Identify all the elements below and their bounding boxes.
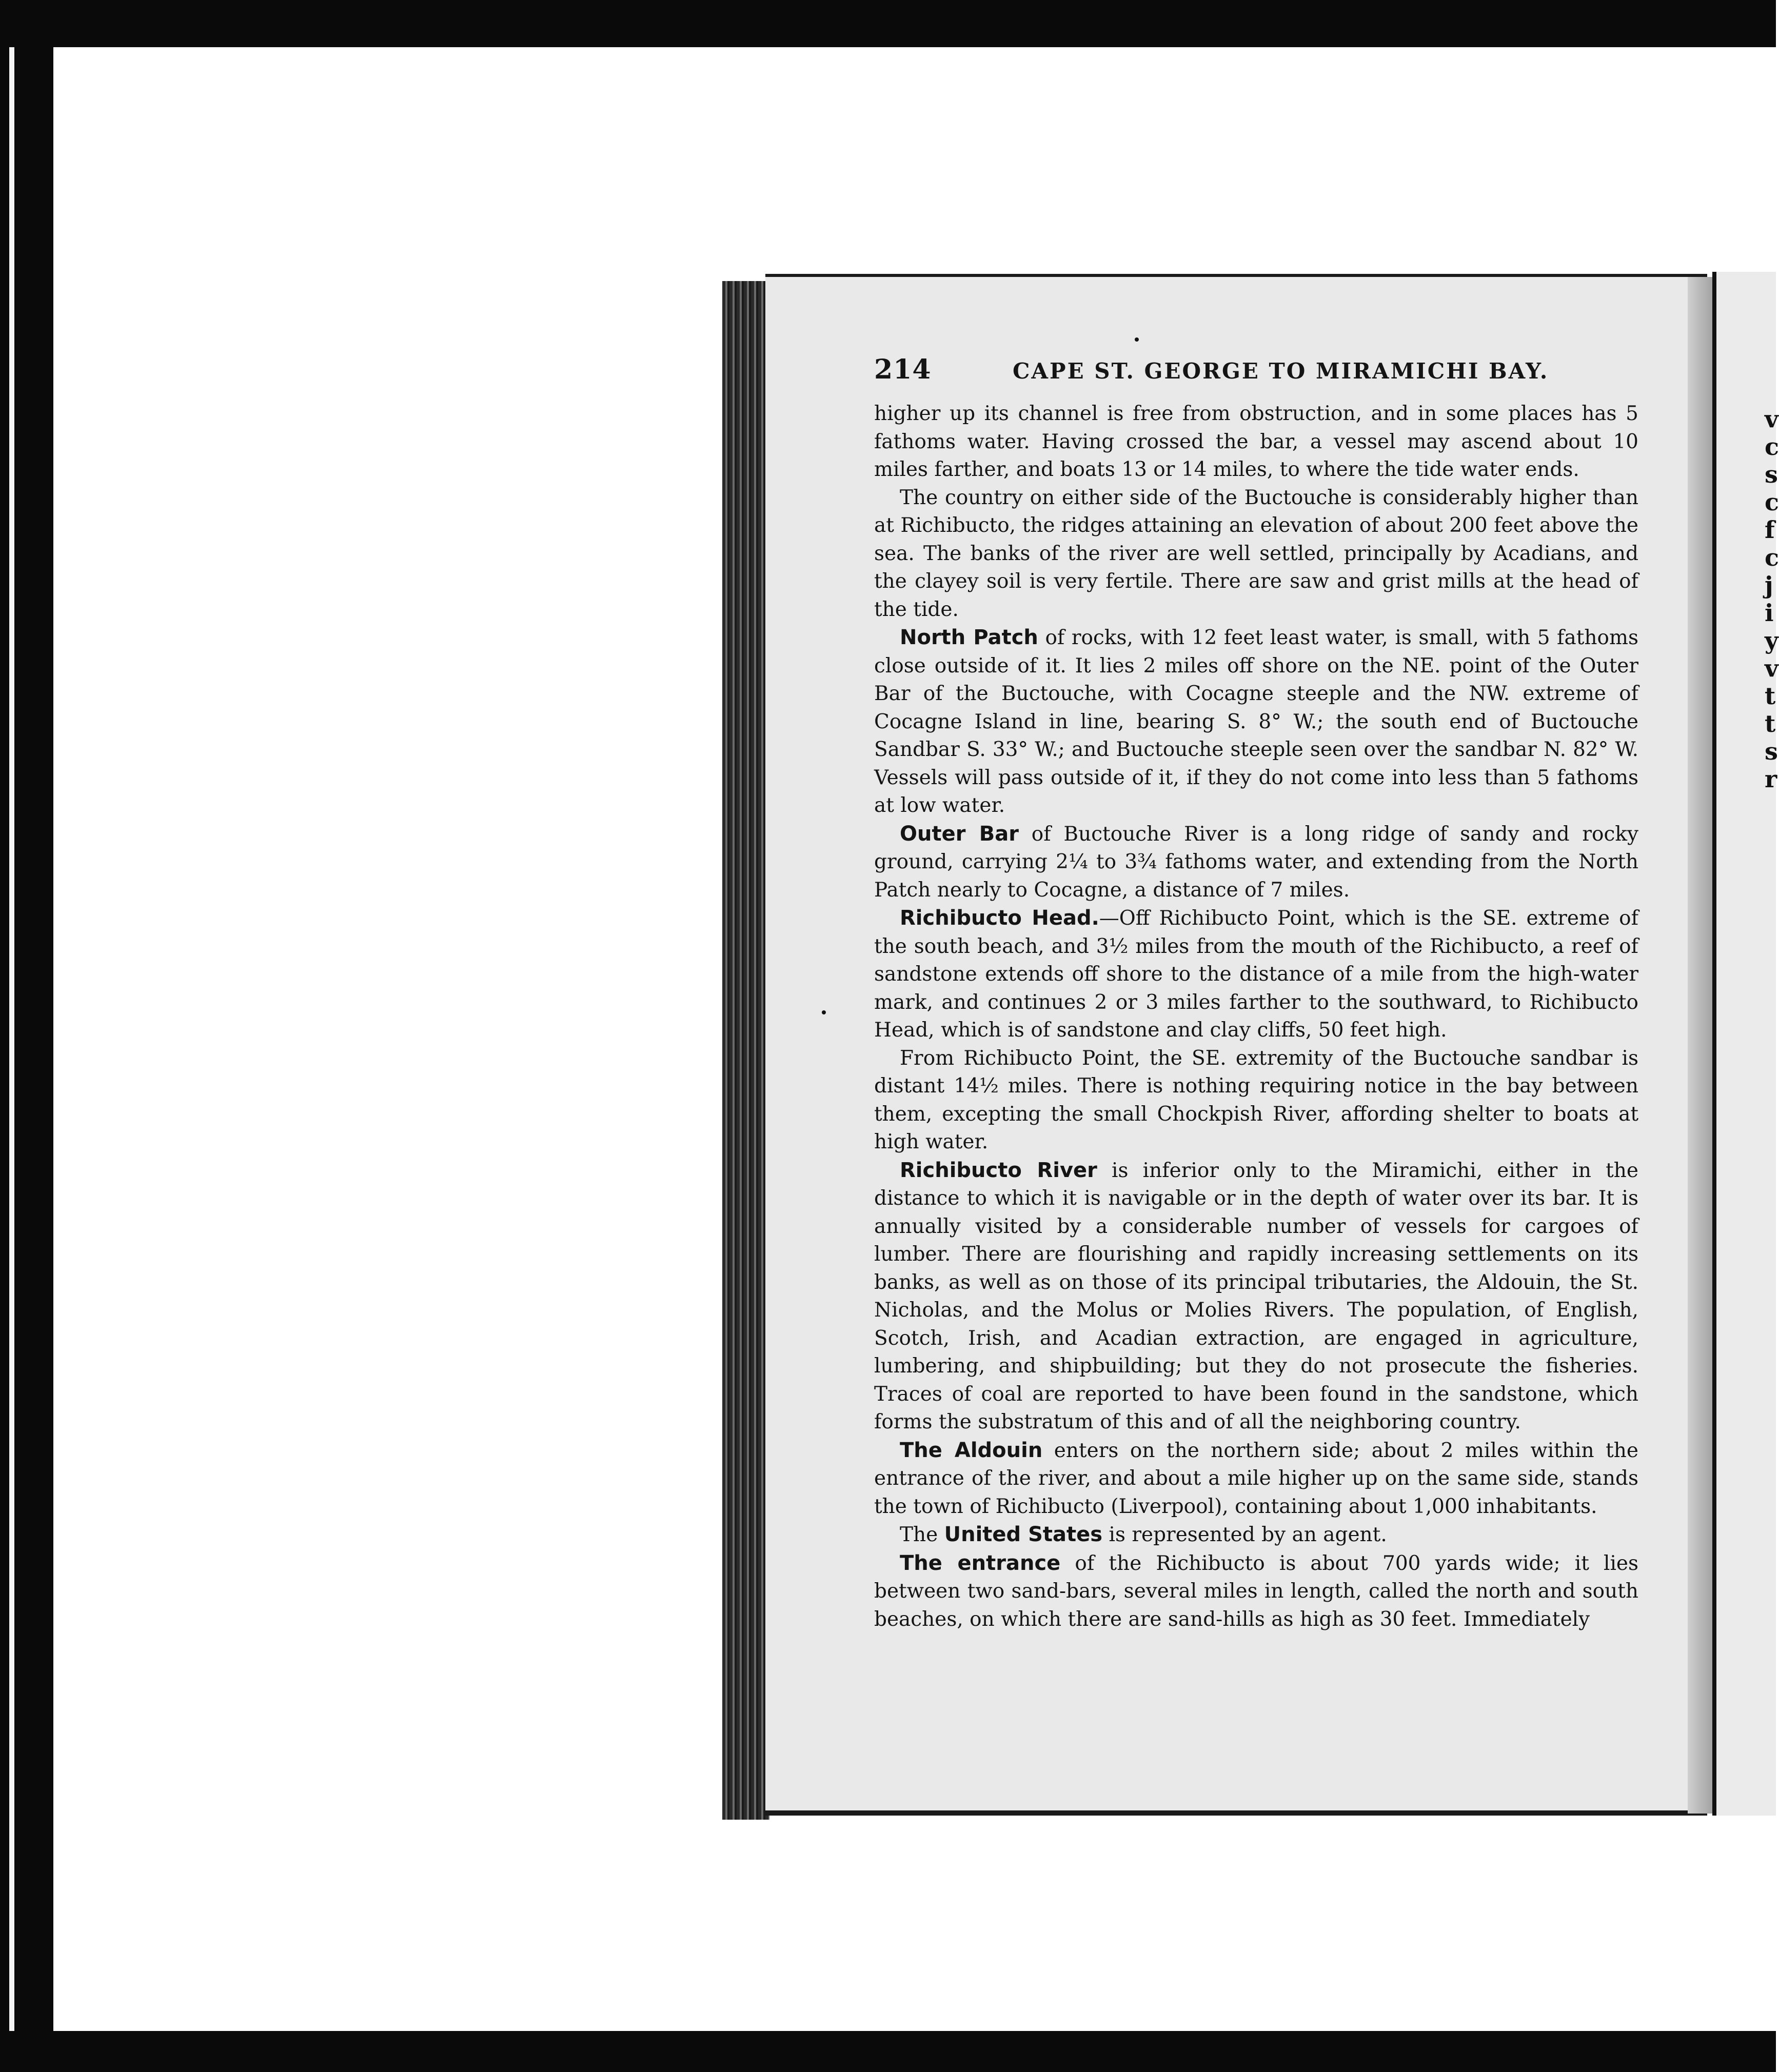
page-number: 214 (874, 354, 932, 385)
paragraph (874, 624, 1638, 820)
paragraph (874, 820, 1638, 905)
section-heading: The Aldouin (900, 1438, 1043, 1462)
fragment-char: v (1765, 405, 1778, 433)
paragraph (874, 1437, 1638, 1521)
paragraph-text: is represented by an agent. (1102, 1523, 1387, 1546)
paragraph (874, 484, 1638, 624)
print-speck (822, 1010, 826, 1014)
section-heading: North Patch (900, 626, 1038, 649)
fragment-char: v (1765, 654, 1778, 682)
paragraph-text: is inferior only to the Miramichi, either in the distance to which it is navigable or in the depth of water over its bar. It is annually visited by a considerable number of vessels for cargoes of lumber. There are flourishing and rapidly increasing settlements on its banks, as well as on those of its principal tributaries, the Aldouin, the St. Nicholas, and the Molus or Molies Rivers. The population, of English, Scotch, Irish, and Acadian extraction, are engaged in agriculture, lumbering, and shipbuilding; but they do not prosecute the fisheries. Traces of coal are reported to have been found in the sandstone, which forms the substratum of this and of all the neighboring country. (874, 1159, 1638, 1433)
fragment-char: y (1765, 627, 1778, 654)
fragment-char: c (1765, 433, 1779, 461)
page-content (874, 354, 1638, 1633)
paragraph (874, 1549, 1638, 1634)
fragment-char: j (1765, 571, 1773, 599)
paragraph-text: higher up its channel is free from obstruction, and in some places has 5 fathoms water. Having crossed the bar, a vessel may ascend about 10 miles farther, and boats 13 or 14 miles, to where the tide water ends. (874, 402, 1638, 481)
paragraph (874, 1521, 1638, 1549)
section-heading: Richibucto Head. (900, 906, 1099, 930)
fragment-char: f (1765, 516, 1775, 544)
paragraph-text: The (900, 1523, 944, 1546)
section-heading: United States (944, 1523, 1103, 1546)
microfilm-frame-bottom (0, 2031, 1776, 2072)
book-page-edges (722, 281, 769, 1820)
book-page (765, 274, 1707, 1816)
paragraph-text: of the Richibucto is about 700 yards wide; it lies between two sand-bars, several miles in length, called the north and south beaches, on which there are sand-hills as high as 30 feet. Immediately (874, 1551, 1639, 1631)
paragraph-text: The country on either side of the Buctouche is considerably higher than at Richibucto, the ridges attaining an elevation of about 200 feet above the sea. The banks of the river are well settled, principally by Acadians, and the clayey soil is very fertile. There are saw and grist mills at the head of the tide. (874, 486, 1638, 621)
paragraph (874, 1045, 1638, 1157)
section-heading: Outer Bar (900, 822, 1019, 846)
paragraph (874, 904, 1638, 1045)
paragraph-text: From Richibucto Point, the SE. extremity of the Buctouche sandbar is distant 14½ miles. There is nothing requiring notice in the bay between them, excepting the small Chockpish River, affording shelter to boats at high water. (874, 1046, 1638, 1153)
paragraph-text: of Buctouche River is a long ridge of sandy and rocky ground, carrying 2¼ to 3¾ fathoms water, and extending from the North Patch nearly to Cocagne, a distance of 7 miles. (874, 822, 1639, 902)
paragraph-text: enters on the northern side; about 2 miles within the entrance of the river, and about a mile higher up on the same side, stands the town of Richibucto (Liverpool), containing about 1,000 inhabitants. (874, 1439, 1638, 1518)
fragment-char: i (1765, 599, 1774, 627)
fragment-char: s (1765, 738, 1778, 765)
microfilm-frame-left-highlight (9, 47, 14, 2031)
fragment-char: t (1765, 710, 1776, 738)
paragraph (874, 1157, 1638, 1437)
facing-page-text-fragment (1765, 405, 1779, 793)
page-header (874, 354, 1638, 400)
fragment-char: c (1765, 544, 1779, 571)
paragraph (874, 400, 1638, 484)
microfilm-frame-left (0, 47, 53, 2031)
print-speck (1135, 337, 1139, 342)
section-heading: Richibucto River (900, 1158, 1097, 1182)
fragment-char: s (1765, 461, 1778, 488)
paragraph-text: —Off Richibucto Point, which is the SE. extreme of the south beach, and 3½ miles from the mouth of the Richibucto, a reef of sandstone extends off shore to the distance of a mile from the high-water mark, and continues 2 or 3 miles farther to the southward, to Richibucto Head, which is of sandstone and clay cliffs, 50 feet high. (874, 907, 1638, 1042)
fragment-char: r (1765, 765, 1777, 793)
fragment-char: c (1765, 488, 1779, 516)
running-title: CAPE ST. GEORGE TO MIRAMICHI BAY. (1013, 358, 1549, 384)
paragraph-text: of rocks, with 12 feet least water, is small, with 5 fathoms close outside of it. It lies 2 miles off shore on the NE. point of the Outer Bar of the Buctouche, with Cocagne steeple and the NW. extreme of Cocagne Island in line, bearing S. 8° W.; the south end of Buctouche Sandbar S. 33° W.; and Buctouche steeple seen over the sandbar N. 82° W. Vessels will pass outside of it, if they do not come into less than 5 fathoms at low water. (874, 626, 1638, 817)
section-heading: The entrance (900, 1551, 1061, 1575)
fragment-char: t (1765, 682, 1776, 710)
microfilm-frame-top (0, 0, 1776, 47)
